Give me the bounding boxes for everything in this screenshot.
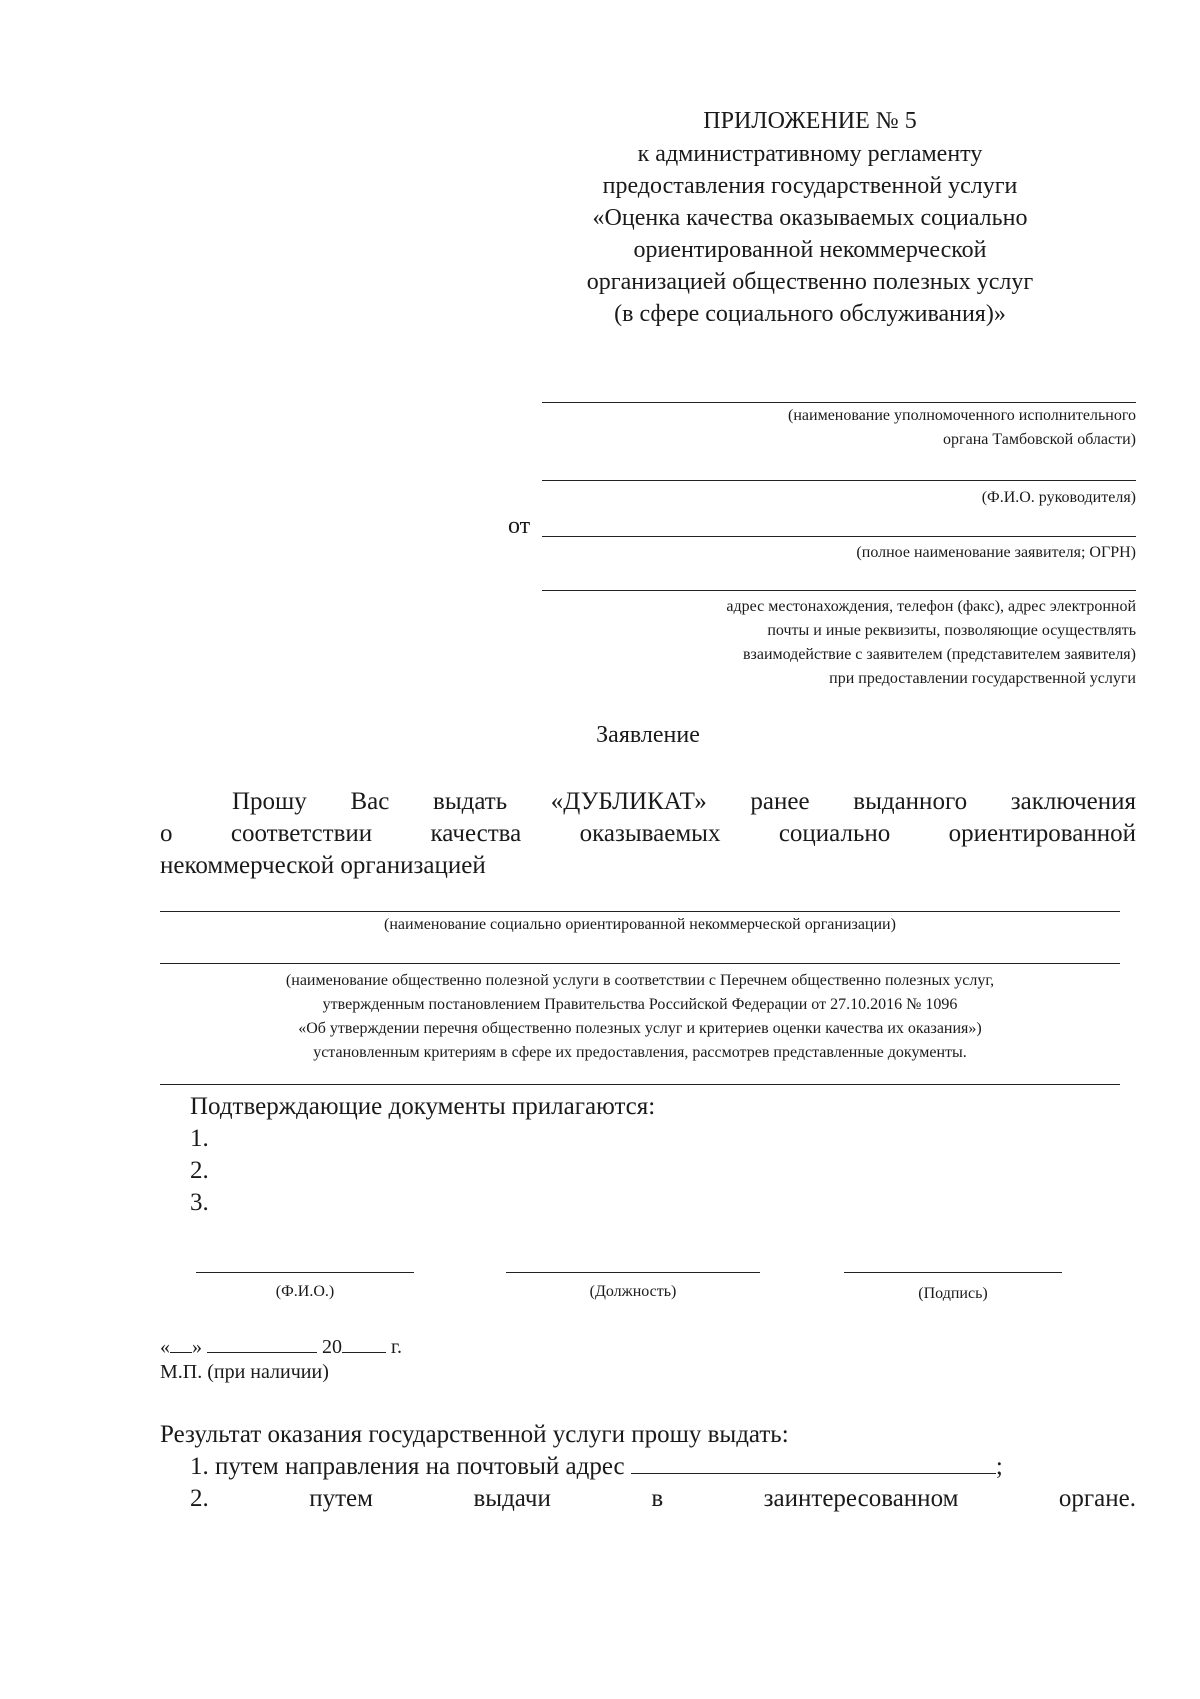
day-blank (170, 1330, 192, 1353)
year-suffix: г. (391, 1336, 402, 1358)
document-item: 3. (190, 1189, 209, 1216)
caption-line: утвержденным постановлением Правительства Российской Федерации от 27.10.2016 № 1096 (322, 996, 958, 1013)
service-caption (160, 969, 1120, 1065)
signature-line (844, 1272, 1062, 1273)
statement-line-2: о соответствии качества оказываемых социально ориентированной (160, 820, 1136, 847)
statement-title: Заявление (596, 722, 700, 748)
appendix-title: ПРИЛОЖЕНИЕ № 5 (703, 108, 917, 134)
caption-line: при предоставлении государственной услуги (829, 670, 1136, 687)
caption-line: адрес местонахождения, телефон (факс), адрес электронной (726, 598, 1136, 615)
authority-line (542, 402, 1136, 403)
statement-line-1: Прошу Вас выдать «ДУБЛИКАТ» ранее выданного заключения (232, 788, 1136, 815)
year-blank (342, 1330, 386, 1353)
contacts-line (542, 590, 1136, 591)
date-open-quote: « (160, 1336, 170, 1358)
year-prefix: 20 (322, 1336, 342, 1358)
org-caption: (наименование социально ориентированной некоммерческой организации) (384, 916, 896, 933)
position-caption: (Должность) (589, 1283, 677, 1300)
org-name-line (160, 911, 1120, 912)
appendix-line: к административному регламенту (637, 141, 983, 167)
caption-line: органа Тамбовской области) (943, 431, 1136, 448)
position-signature-line (506, 1272, 760, 1273)
separator-line (160, 1084, 1120, 1085)
document-item: 2. (190, 1157, 209, 1184)
applicant-caption: (полное наименование заявителя; ОГРН) (856, 544, 1136, 561)
stamp-note: М.П. (при наличии) (160, 1361, 329, 1383)
month-blank (207, 1330, 317, 1353)
from-label: от (508, 513, 531, 539)
head-caption: (Ф.И.О. руководителя) (981, 489, 1136, 506)
fio-caption: (Ф.И.О.) (275, 1283, 335, 1300)
fio-signature-line (196, 1272, 414, 1273)
appendix-line: (в сфере социального обслуживания)» (614, 301, 1006, 327)
caption-line: (наименование общественно полезной услуги в соответствии с Перечнем общественно полезных услуг, (285, 972, 995, 989)
statement-line-3: некоммерческой организацией (160, 852, 486, 879)
caption-line: (наименование уполномоченного исполнительного (788, 407, 1136, 424)
document-item: 1. (190, 1125, 209, 1152)
result-heading: Результат оказания государственной услуги прошу выдать: (160, 1421, 789, 1448)
appendix-line: предоставления государственной услуги (602, 173, 1018, 199)
appendix-line: ориентированной некоммерческой (633, 237, 987, 263)
appendix-subtitle (540, 138, 1080, 330)
caption-line: «Об утверждении перечня общественно полезных услуг и критериев оценки качества их оказания») (298, 1020, 982, 1037)
authority-caption (542, 404, 1136, 452)
applicant-line (542, 536, 1136, 537)
service-name-line (160, 963, 1120, 964)
option-1-text: 1. путем направления на почтовый адрес (190, 1453, 625, 1480)
documents-heading: Подтверждающие документы прилагаются: (190, 1093, 656, 1120)
caption-line: установленным критериям в сфере их предоставления, рассмотрев представленные документы. (313, 1044, 967, 1061)
postal-address-blank (631, 1451, 996, 1474)
head-name-line (542, 480, 1136, 481)
appendix-line: организацией общественно полезных услуг (586, 269, 1034, 295)
result-option-2: 2. путем выдачи в заинтересованном органе. (190, 1485, 1136, 1512)
date-close-quote: » (192, 1336, 202, 1358)
contacts-caption (542, 595, 1136, 691)
result-option-1 (190, 1450, 1003, 1483)
option-1-end: ; (995, 1453, 1003, 1480)
appendix-line: «Оценка качества оказываемых социально (592, 205, 1028, 231)
signature-caption: (Подпись) (918, 1285, 988, 1302)
caption-line: почты и иные реквизиты, позволяющие осуществлять (767, 622, 1136, 639)
date-row (160, 1330, 402, 1361)
caption-line: взаимодействие с заявителем (представителем заявителя) (742, 646, 1136, 663)
